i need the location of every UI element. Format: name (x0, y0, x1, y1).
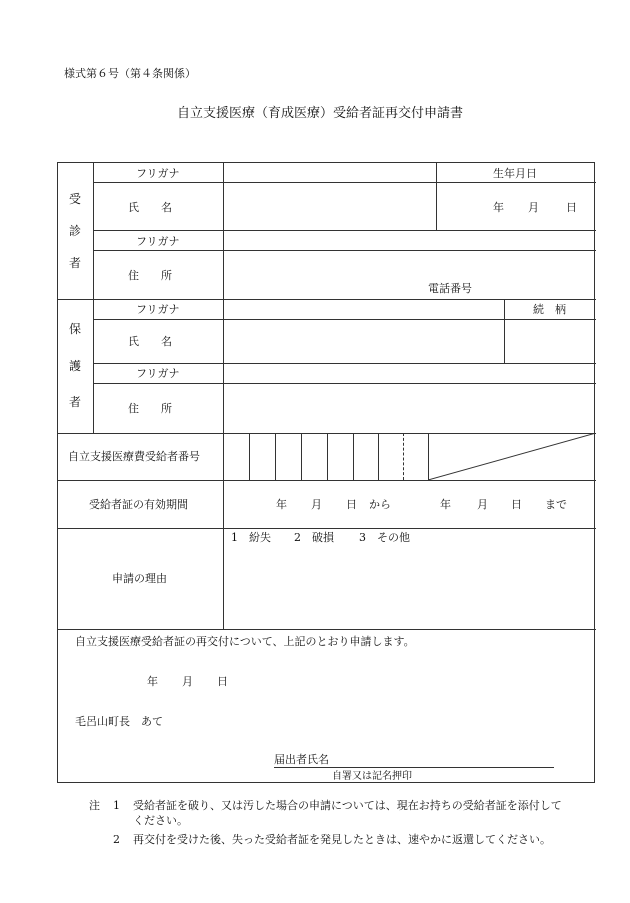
birth-month-label: 月 (528, 201, 539, 214)
guardian-address-field[interactable] (224, 384, 596, 433)
form-title: 自立支援医療（育成医療）受給者証再交付申請書 (177, 106, 464, 121)
guardian-group-char-1: 保 (69, 322, 82, 336)
guardian-group-char-2: 護 (69, 359, 82, 373)
validity-from-year: 年 (276, 498, 287, 511)
patient-birth-label: 生年月日 (493, 167, 537, 180)
declaration-year: 年 (147, 675, 158, 688)
notes-prefix: 注 (89, 799, 100, 812)
applicant-name-field[interactable] (333, 751, 553, 767)
patient-name-field[interactable] (224, 183, 436, 230)
reason-label: 申請の理由 (112, 572, 167, 585)
declaration-text: 自立支援医療受給者証の再交付について、上記のとおり申請します。 (75, 635, 415, 648)
note-1-line1: 受給者証を破り、又は汚した場合の申請については、現在お持ちの受給者証を添付して (133, 799, 562, 812)
addressee: 毛呂山町長 あて (75, 715, 163, 728)
signature-note: 自署又は記名押印 (332, 771, 412, 782)
form-number: 様式第６号（第４条関係） (64, 67, 196, 80)
guardian-furigana2-label: フリガナ (136, 367, 180, 380)
note-1-number: 1 (113, 799, 120, 812)
applicant-name-label: 届出者氏名 (274, 753, 329, 766)
patient-address-label: 住 所 (128, 269, 172, 282)
note-2-line1: 再交付を受けた後、失った受給者証を発見したときは、速やかに返還してください。 (133, 833, 551, 846)
guardian-name-field[interactable] (224, 320, 504, 363)
validity-to-day: 日 (511, 498, 522, 511)
birth-year-label: 年 (493, 201, 504, 214)
guardian-name-label: 氏 名 (128, 335, 172, 348)
guardian-group-char-3: 者 (69, 395, 82, 409)
diagonal-slash (428, 433, 596, 480)
validity-to: まで (545, 498, 567, 511)
validity-from-month: 月 (311, 498, 322, 511)
application-form-table (57, 162, 595, 783)
patient-address-field[interactable] (224, 251, 596, 299)
validity-to-year: 年 (440, 498, 451, 511)
patient-group-char-3: 者 (69, 256, 82, 270)
validity-from: から (369, 498, 391, 511)
patient-phone-label: 電話番号 (428, 282, 472, 295)
patient-furigana-label: フリガナ (136, 167, 180, 180)
patient-name-label: 氏 名 (128, 201, 172, 214)
declaration-day: 日 (217, 675, 228, 688)
guardian-address-label: 住 所 (128, 402, 172, 415)
declaration-month: 月 (182, 675, 193, 688)
applicant-underline (274, 767, 554, 768)
validity-to-month: 月 (477, 498, 488, 511)
guardian-relation-label: 続 柄 (533, 303, 566, 316)
validity-label: 受給者証の有効期間 (89, 498, 188, 511)
birth-day-label: 日 (566, 201, 577, 214)
patient-furigana2-label: フリガナ (136, 235, 180, 248)
reason-option-damaged[interactable]: 2 破損 (294, 531, 334, 544)
patient-group-char-2: 診 (69, 224, 82, 238)
guardian-furigana-label: フリガナ (136, 303, 180, 316)
note-1-line2: ください。 (133, 814, 188, 827)
note-2-number: 2 (113, 833, 120, 846)
reason-option-lost[interactable]: 1 紛失 (231, 531, 271, 544)
patient-group-char-1: 受 (69, 192, 82, 206)
reason-option-other[interactable]: 3 その他 (359, 531, 410, 544)
recipient-number-label: 自立支援医療費受給者番号 (68, 450, 200, 463)
validity-from-day: 日 (346, 498, 357, 511)
